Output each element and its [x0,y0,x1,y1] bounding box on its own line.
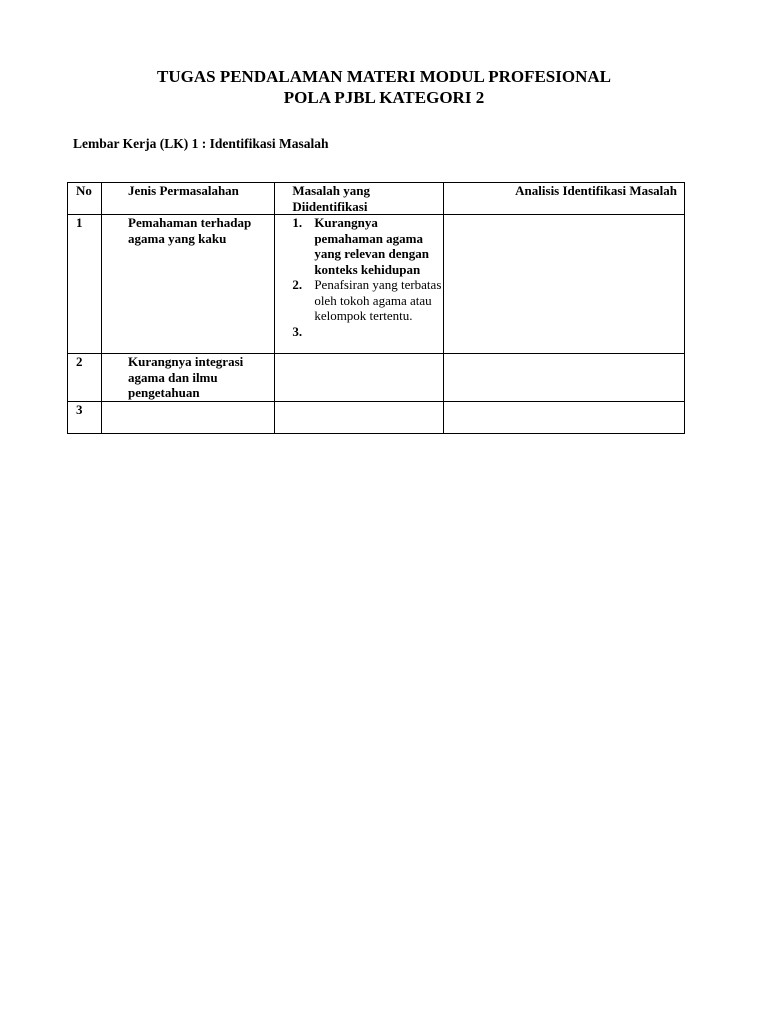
jenis-permasalahan-cell [102,401,275,433]
masalah-cell [275,354,443,402]
table-row [68,354,685,402]
jenis-permasalahan-cell: Kurangnya integrasi agama dan ilmu pengetahuan [102,354,275,402]
header-no: No [68,183,102,215]
table-row [68,401,685,433]
list-item-text: Penafsiran yang terbatas oleh tokoh agama atau kelompok tertentu. [314,277,442,323]
list-item-number: 3. [292,323,303,339]
masalah-cell [275,401,443,433]
list-item-number: 1. [292,215,303,230]
problem-list [275,215,442,339]
analisis-cell [443,401,684,433]
problem-identification-table [67,182,685,434]
header-jenis-permasalahan: Jenis Permasalahan [102,183,275,215]
document-title-line-1: TUGAS PENDALAMAN MATERI MODUL PROFESIONAL [157,67,611,86]
row-number: 3 [68,401,102,433]
row-number: 2 [68,354,102,402]
header-masalah-diidentifikasi: Masalah yang Diidentifikasi [275,183,443,215]
row-number: 1 [68,215,102,354]
worksheet-subtitle: Lembar Kerja (LK) 1 : Identifikasi Masalah [73,136,329,151]
list-item-text: Kurangnya pemahaman agama yang relevan dengan konteks kehidupan [314,215,429,277]
list-item-number: 2. [292,277,303,292]
analisis-cell [443,215,684,354]
analisis-cell [443,354,684,402]
table-header-row [68,183,685,215]
jenis-permasalahan-cell: Pemahaman terhadap agama yang kaku [102,215,275,354]
list-item [275,324,442,340]
table-row [68,215,685,354]
masalah-cell [275,215,443,354]
document-title-line-2: POLA PJBL KATEGORI 2 [283,88,485,107]
list-item [275,215,442,277]
list-item [275,277,442,324]
header-analisis-identifikasi: Analisis Identifikasi Masalah [443,183,684,215]
